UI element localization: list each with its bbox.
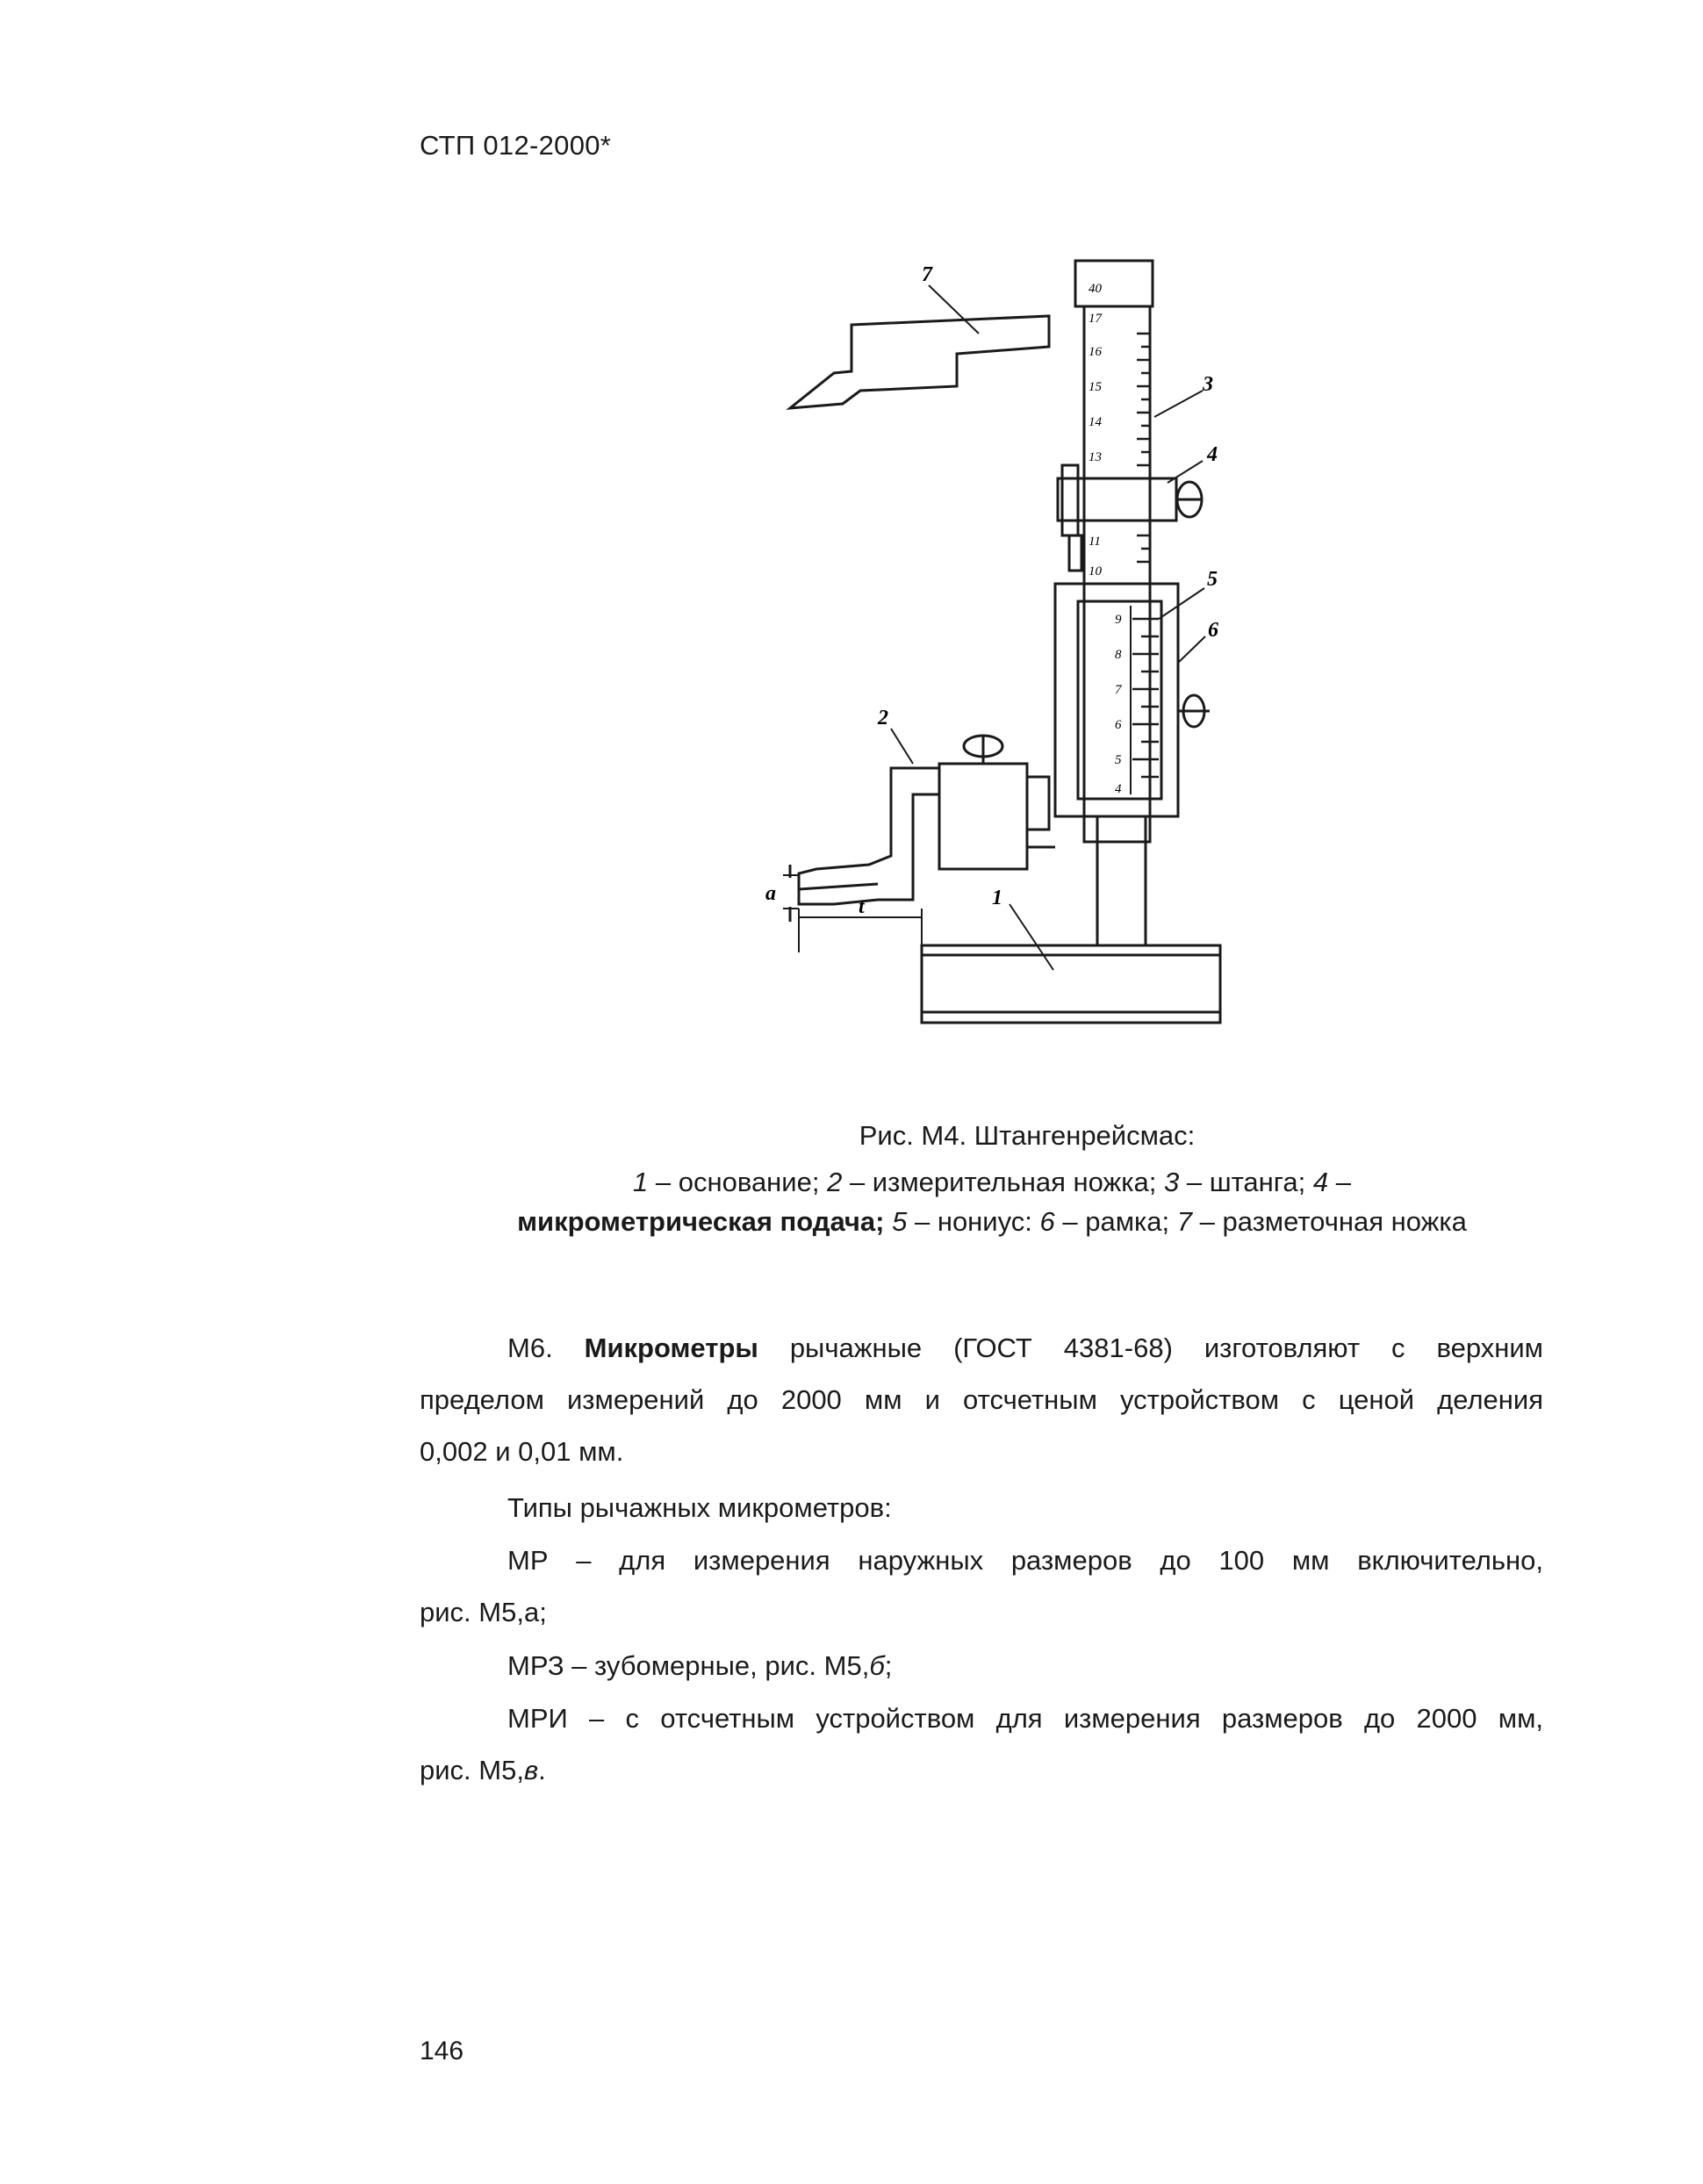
legend-num: 4 <box>1312 1167 1329 1197</box>
vernier-mark: 5 <box>1115 753 1122 767</box>
scale-mark: 16 <box>1089 345 1102 359</box>
paragraph-line: пределом измерений до 2000 мм и отсчетным устройством с ценой деления <box>420 1384 1543 1415</box>
micro-feed-clamp <box>1058 478 1176 521</box>
scale-mark: 17 <box>1089 312 1102 326</box>
scale-mark: 15 <box>1089 380 1102 394</box>
scale-mark: 13 <box>1089 450 1102 464</box>
paragraph-line <box>420 1322 1543 1374</box>
legend-line-2 <box>456 1202 1527 1241</box>
legend-text: – разметочная ножка <box>1191 1206 1467 1237</box>
paragraph-line: МРИ – с отсчетным устройством для измерения размеров до 2000 мм, <box>507 1703 1543 1734</box>
dimension-t: t <box>859 895 865 918</box>
clause-number: М6. <box>507 1333 585 1363</box>
paragraph-mrz <box>420 1640 1543 1692</box>
paragraph-m6 <box>420 1322 1543 1477</box>
callout-2: 2 <box>878 707 888 729</box>
vernier-mark: 8 <box>1115 648 1122 662</box>
paragraph-line: МР – для измерения наружных размеров до 100 мм включительно, <box>507 1545 1543 1576</box>
legend-text: микрометрическая подача; <box>517 1206 893 1237</box>
height-gauge-drawing <box>746 250 1273 1045</box>
paragraph-text: ; <box>884 1650 893 1681</box>
vernier-mark: 6 <box>1115 718 1122 732</box>
types-intro: Типы рычажных микрометров: <box>507 1492 892 1523</box>
legend-num: 6 <box>1039 1206 1055 1237</box>
marking-leg-shape <box>790 316 1049 408</box>
paragraph-mri <box>420 1692 1543 1796</box>
paragraph-text: рис. М5, <box>420 1755 524 1785</box>
paragraph-text: МРЗ – зубомерные, рис. М5, <box>507 1650 870 1681</box>
legend-num: 1 <box>633 1167 649 1197</box>
callout-7: 7 <box>922 263 932 286</box>
scale-mark: 11 <box>1089 535 1101 549</box>
document-code: СТП 012-2000* <box>420 130 612 161</box>
paragraph-italic: в <box>523 1755 539 1785</box>
paragraph-line <box>420 1744 1543 1796</box>
callout-6: 6 <box>1208 619 1218 642</box>
page-number: 146 <box>420 2037 464 2065</box>
scale-top-mark: 40 <box>1089 282 1102 296</box>
legend-text: – основание; <box>648 1167 828 1197</box>
legend-text: – нониус: <box>907 1206 1040 1237</box>
figure-caption-legend <box>456 1162 1527 1241</box>
legend-num: 5 <box>892 1206 908 1237</box>
legend-num: 7 <box>1176 1206 1192 1237</box>
paragraph-line: рис. М5,а; <box>420 1597 547 1627</box>
callout-3: 3 <box>1203 373 1213 396</box>
callout-5: 5 <box>1207 568 1218 591</box>
legend-text: – измерительная ножка; <box>842 1167 1164 1197</box>
legend-line-1 <box>456 1162 1527 1202</box>
scale-mark: 14 <box>1089 415 1102 429</box>
beam-cap <box>1075 261 1153 306</box>
vernier-mark: 9 <box>1115 613 1122 627</box>
vernier-mark: 4 <box>1115 782 1122 796</box>
callout-4: 4 <box>1207 443 1218 466</box>
callout-1: 1 <box>992 887 1002 909</box>
scale-mark: 10 <box>1089 564 1102 578</box>
legend-num: 2 <box>827 1167 843 1197</box>
dimension-a: a <box>765 882 776 905</box>
paragraph-italic: б <box>869 1650 885 1681</box>
legend-text: – <box>1328 1167 1351 1197</box>
legend-num: 3 <box>1163 1167 1180 1197</box>
paragraph-mr <box>420 1534 1543 1638</box>
legend-text: – штанга; <box>1179 1167 1313 1197</box>
measuring-head <box>939 764 1027 869</box>
paragraph-text: рычажные (ГОСТ 4381-68) изготовляют с верхним <box>758 1333 1543 1363</box>
term-bold: Микрометры <box>584 1333 758 1363</box>
vernier-mark: 7 <box>1115 683 1122 697</box>
figure-caption-title: Рис. М4. Штангенрейсмас: <box>859 1120 1196 1151</box>
legend-text: – рамка; <box>1054 1206 1177 1237</box>
paragraph-line: 0,002 и 0,01 мм. <box>420 1436 624 1467</box>
paragraph-text: . <box>538 1755 546 1785</box>
height-gauge-figure <box>746 250 1273 1045</box>
